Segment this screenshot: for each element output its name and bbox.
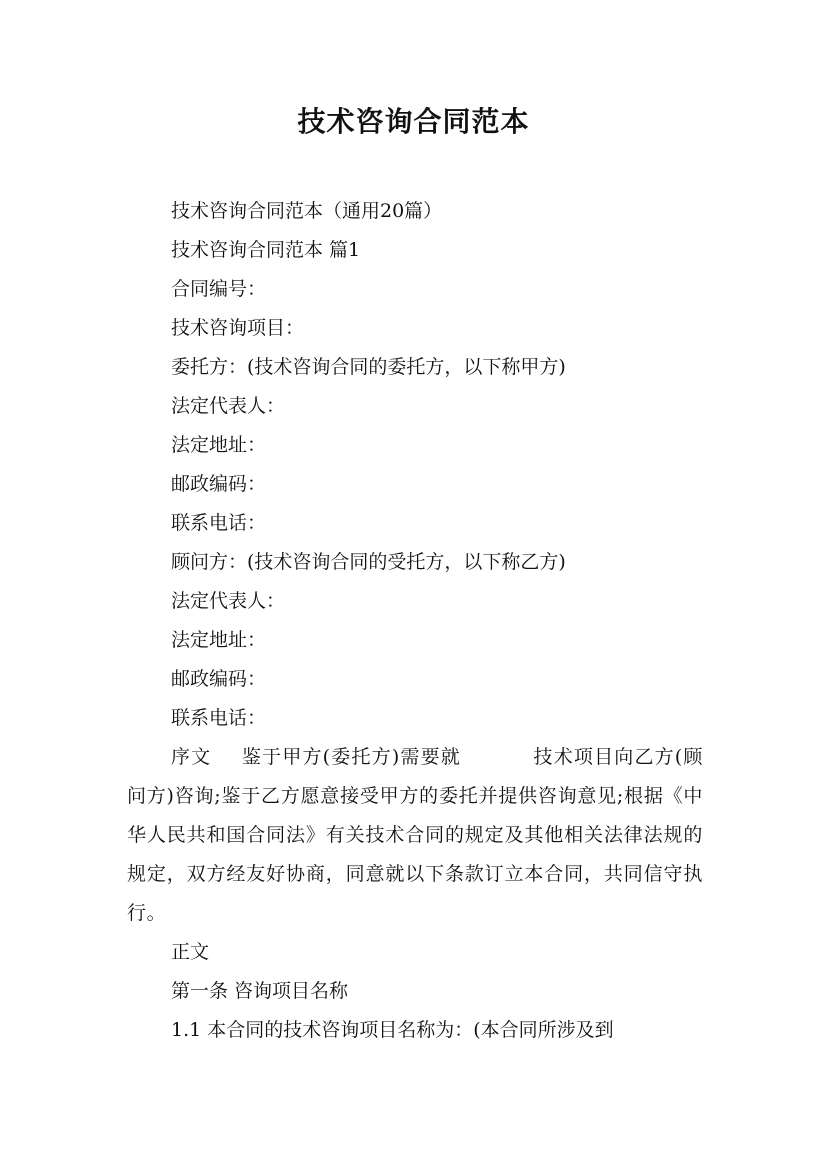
text-line-subtitle: 技术咨询合同范本（通用20篇） — [171, 200, 443, 222]
main-text-label: 正文 — [171, 941, 210, 963]
text-line-consultant-address: 法定地址： — [171, 629, 267, 651]
preamble-text-part1: 鉴于甲方(委托方)需要就 — [241, 746, 461, 768]
text-line-client-phone: 联系电话： — [171, 512, 267, 534]
text-line-section-heading: 技术咨询合同范本 篇1 — [171, 239, 361, 261]
text-line-consultant-legal-rep: 法定代表人： — [171, 590, 286, 612]
text-line-consultant-phone: 联系电话： — [171, 707, 267, 729]
text-line-client-postcode: 邮政编码： — [171, 473, 267, 495]
article-clause: 1.1 本合同的技术咨询项目名称为：(本合同所涉及到 — [171, 1019, 614, 1041]
document-body — [127, 192, 703, 1050]
document-title: 技术咨询合同范本 — [297, 105, 530, 138]
text-line-consultant: 顾问方：(技术咨询合同的受托方，以下称乙方) — [171, 551, 566, 573]
preamble-label: 序文 — [171, 746, 212, 768]
text-line-contract-number: 合同编号： — [171, 278, 267, 300]
article-heading: 第一条 咨询项目名称 — [171, 980, 349, 1002]
text-line-client: 委托方：(技术咨询合同的委托方，以下称甲方) — [171, 356, 566, 378]
text-line-client-legal-rep: 法定代表人： — [171, 395, 286, 417]
preamble-text-part2: 技术项目向乙方(顾问方)咨询;鉴于乙方愿意接受甲方的委托并提供咨询意见;根据《中华人民共和国合同法》有关技术合同的规定及其他相关法律法规的规定，双方经友好协商，同意就以下条款订立本合同，共同信守执行。 — [127, 746, 703, 924]
text-line-consulting-project: 技术咨询项目： — [171, 317, 305, 339]
text-line-consultant-postcode: 邮政编码： — [171, 668, 267, 690]
preamble-paragraph — [127, 738, 703, 933]
text-line-client-address: 法定地址： — [171, 434, 267, 456]
